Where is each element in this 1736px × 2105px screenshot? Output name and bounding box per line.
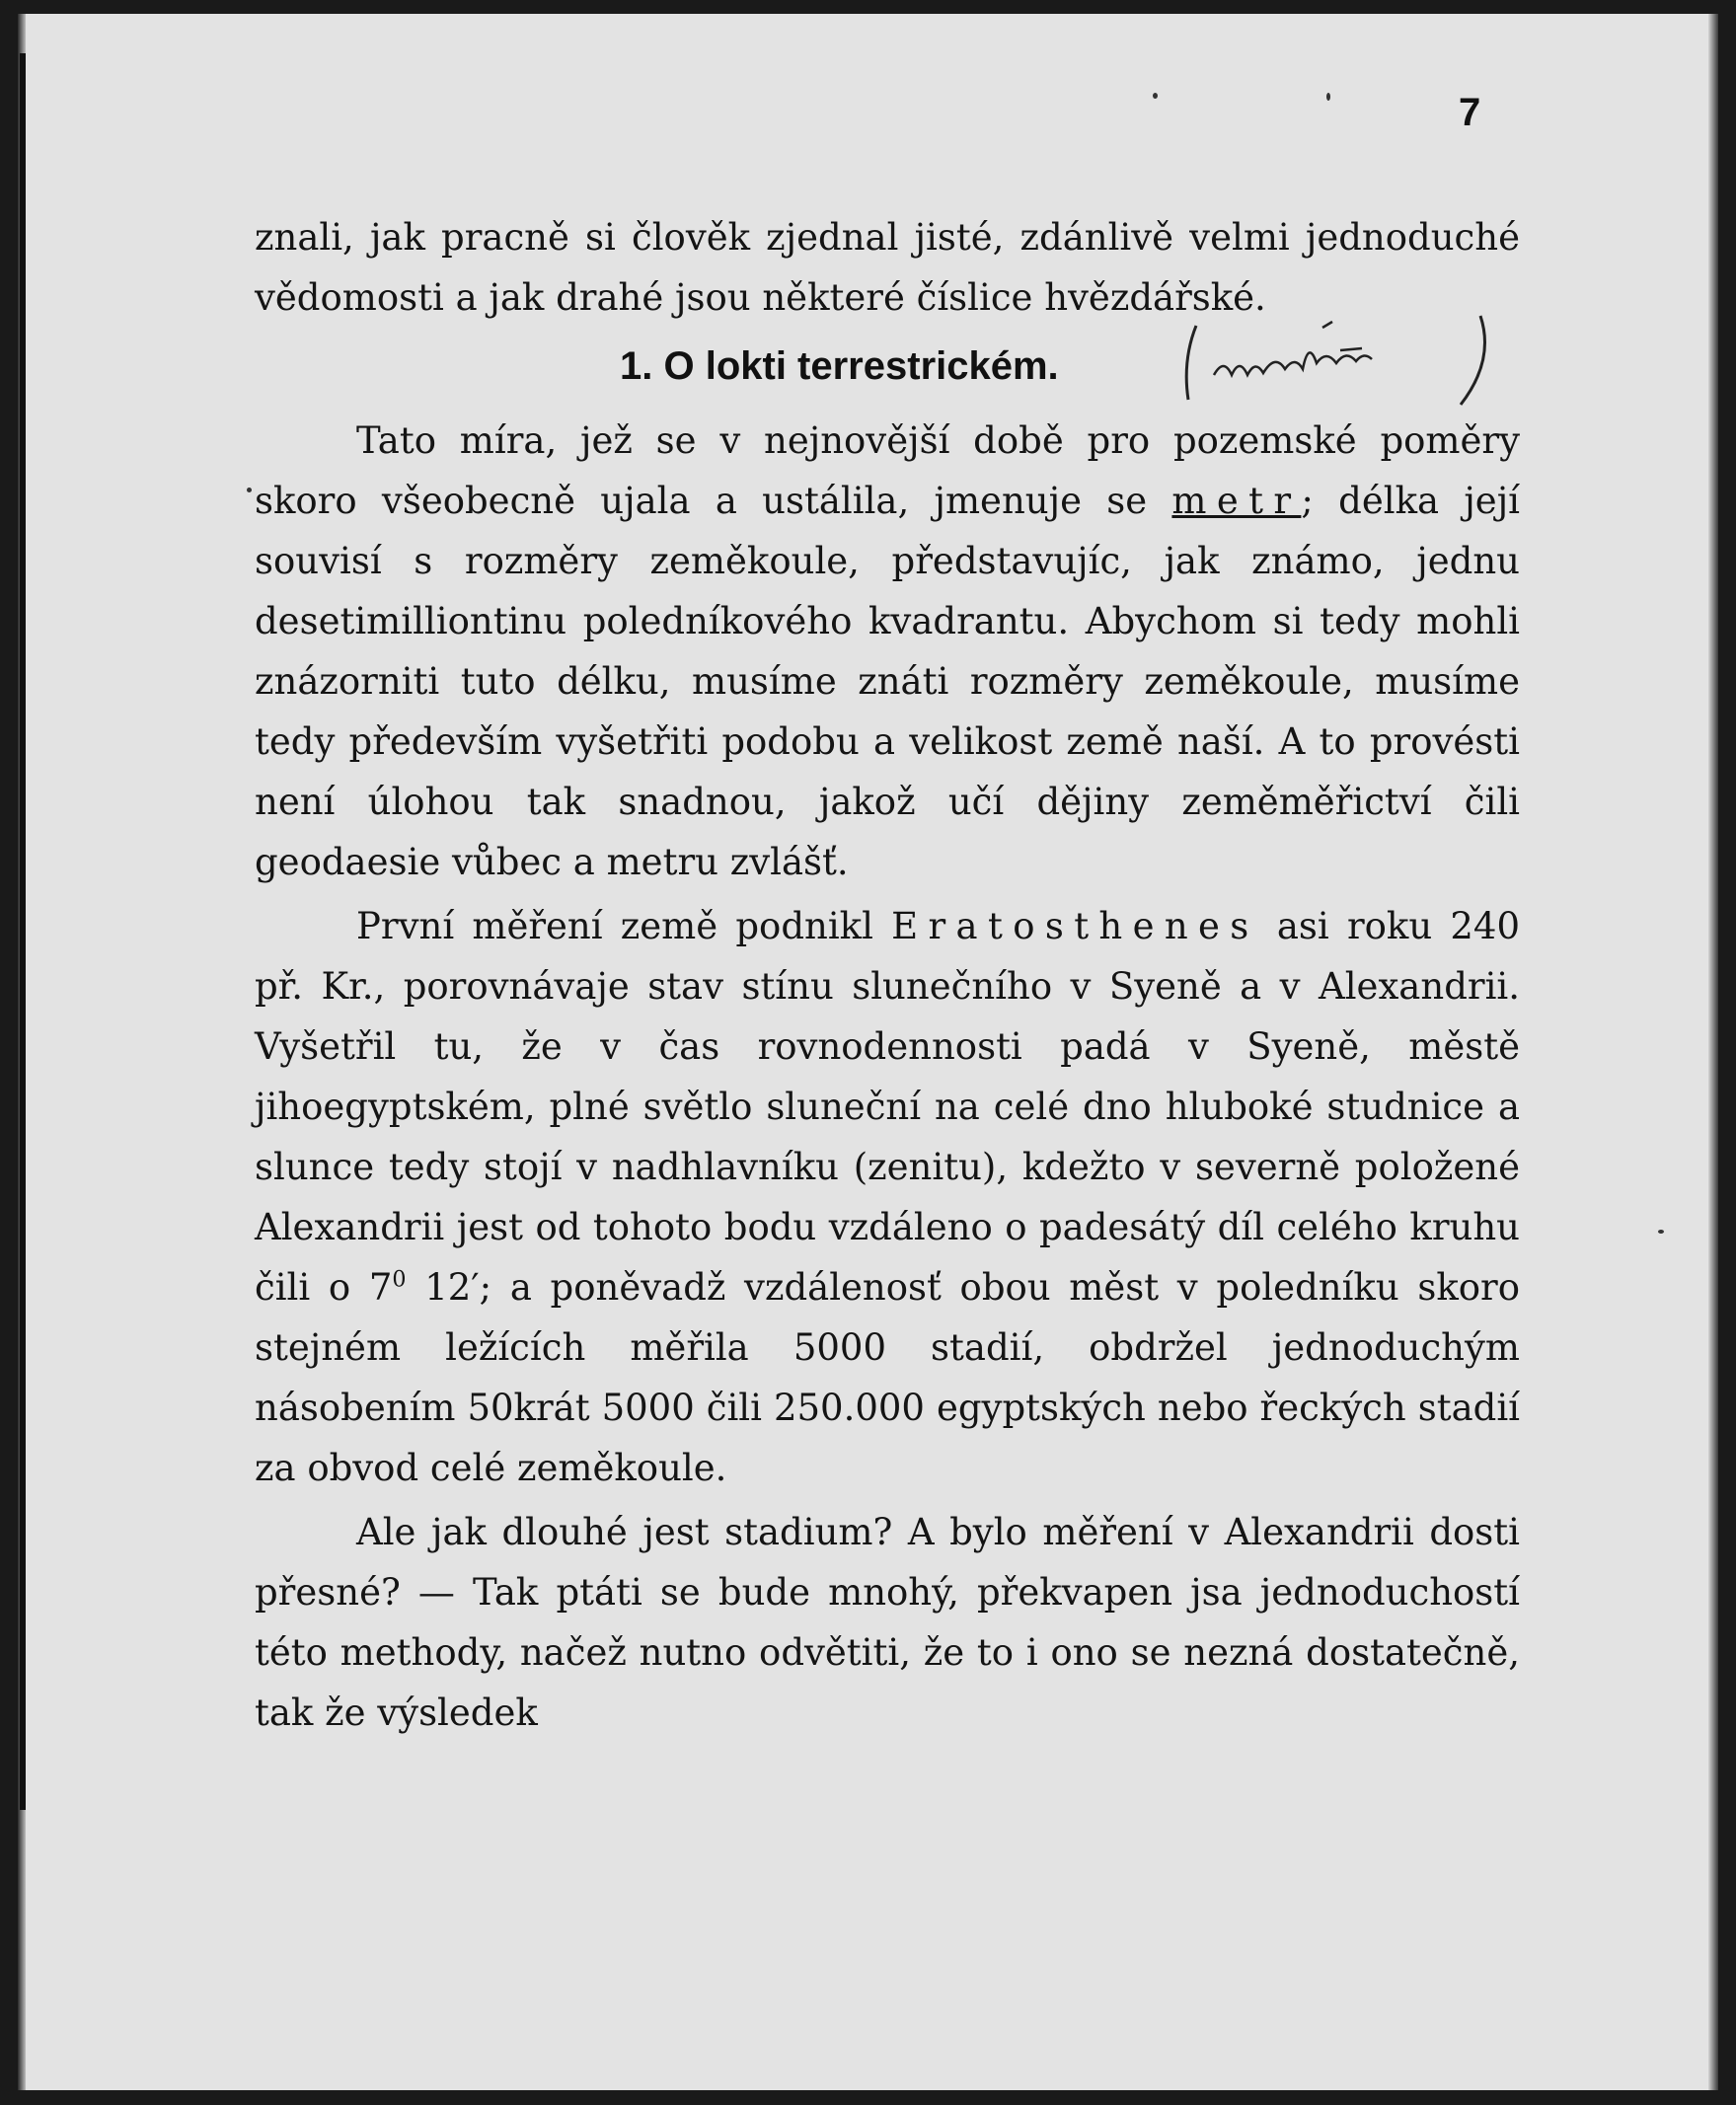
scan-speck [247, 488, 252, 492]
degree-mark: 0 [392, 1266, 407, 1293]
page-number: 7 [1459, 91, 1481, 134]
scan-speck [1153, 93, 1158, 99]
handwritten-annotation [1174, 306, 1500, 414]
section-title: O lokti terrestrickém. [663, 344, 1059, 388]
scan-right-edge [1708, 14, 1718, 2090]
section-number: 1. [620, 344, 653, 388]
term-metr: metr [1171, 480, 1302, 522]
paragraph-1: Tato míra, jež se v nejnovější době pro pozemské poměry skoro všeobecně ujala a ustálila, jmenuje se metr; délka její souvisí s rozměry zeměkoule, představujíc, jak známo, jednu desetimilliontinu poledníkového kvadrantu. Abychom si tedy mohli znázorniti tuto délku, musíme znáti rozměry zeměkoule, musíme tedy především vyšetřiti podobu a velikost země naší. A to provésti není úlohou tak snadnou, jakož učí dějiny zeměměřictví čili geodaesie vůbec a metru zvlášť. [255, 419, 1520, 883]
scan-speck [1326, 93, 1330, 101]
paragraph-3: Ale jak dlouhé jest stadium? A bylo měření v Alexandrii dosti přesné? — Tak ptáti se bude mnohý, překvapen jsa jednoduchostí této methody, načež nutno odvětiti, že to i ono se nezná dostatečně, tak že výsledek [255, 1511, 1520, 1734]
paragraph-2: První měření země podnikl Eratosthenes asi roku 240 př. Kr., porovnávaje stav stínu slunečního v Syeně a v Alexandrii. Vyšetřil tu, že v čas rovnodennosti padá v Syeně, městě jihoegyptském, plné světlo sluneční na celé dno hluboké studnice a slunce tedy stojí v nadhlavníku (zenitu), kdežto v severně položené Alexandrii jest od tohoto bodu vzdáleno o padesátý díl celého kruhu čili o $7^0$ 12′; a poněvadž vzdálenosť obou měst v poledníku skoro stejném ležících měřila 5000 stadií, obdržel jednoduchým násobením 50krát 5000 čili 250.000 egyptských nebo řeckých stadií za obvod celé zeměkoule. [255, 905, 1521, 1489]
binding-line [20, 53, 26, 1810]
paragraph-continuation: znali, jak pracně si člověk zjednal jisté, zdánlivě velmi jednoduché vědomosti a jak drahé jsou některé číslice hvězdářské. [255, 216, 1520, 319]
book-page [18, 14, 1718, 2090]
page-body [255, 207, 1520, 1743]
section-heading [255, 332, 1520, 401]
name-eratosthenes: Eratosthenes [891, 905, 1259, 947]
scan-speck [1658, 1230, 1664, 1234]
